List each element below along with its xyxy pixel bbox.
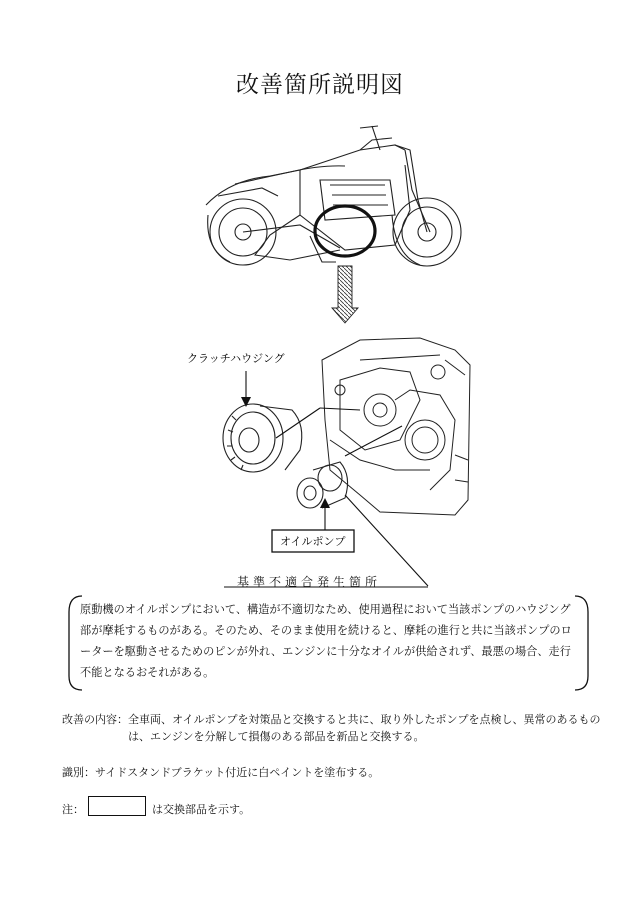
highlight-circle: [315, 206, 375, 256]
oil-pump-illustration: [297, 462, 348, 508]
note-text: は交換部品を示す。: [152, 803, 251, 816]
clutch-housing-label: クラッチハウジング: [187, 352, 285, 365]
engine-illustration: [322, 338, 470, 515]
down-arrow-icon: [332, 266, 358, 323]
notice-heading: 基準不適合発生箇所: [237, 575, 382, 589]
page-title: 改善箇所説明図: [236, 72, 404, 98]
improvement-text: 全車両、オイルポンプを対策品と交換すると共に、取り外したポンプを点検し、異常のあるものは、エンジンを分解して損傷のある部品を新品と交換する。: [128, 713, 601, 743]
replacement-part-legend-box: [88, 796, 146, 816]
note-label: 注：: [62, 803, 84, 816]
improvement-label: 改善の内容：: [62, 713, 128, 726]
oil-pump-label: オイルポンプ: [280, 535, 346, 548]
notice-body: 原動機のオイルポンプにおいて、構造が不適切なため、使用過程において当該ポンプのハウジング部が摩耗するものがある。そのため、そのまま使用を続けると、摩耗の進行と共に当該ポンプのローターを駆動させるためのピンが外れ、エンジンに十分なオイルが供給されず、最悪の場合、走行不能となるおそれがある。: [80, 603, 572, 679]
identification-text: 識別：サイドスタンドブラケット付近に白ペイントを塗布する。: [62, 766, 380, 779]
motorcycle-illustration: [206, 126, 461, 266]
clutch-housing-illustration: [223, 404, 302, 472]
